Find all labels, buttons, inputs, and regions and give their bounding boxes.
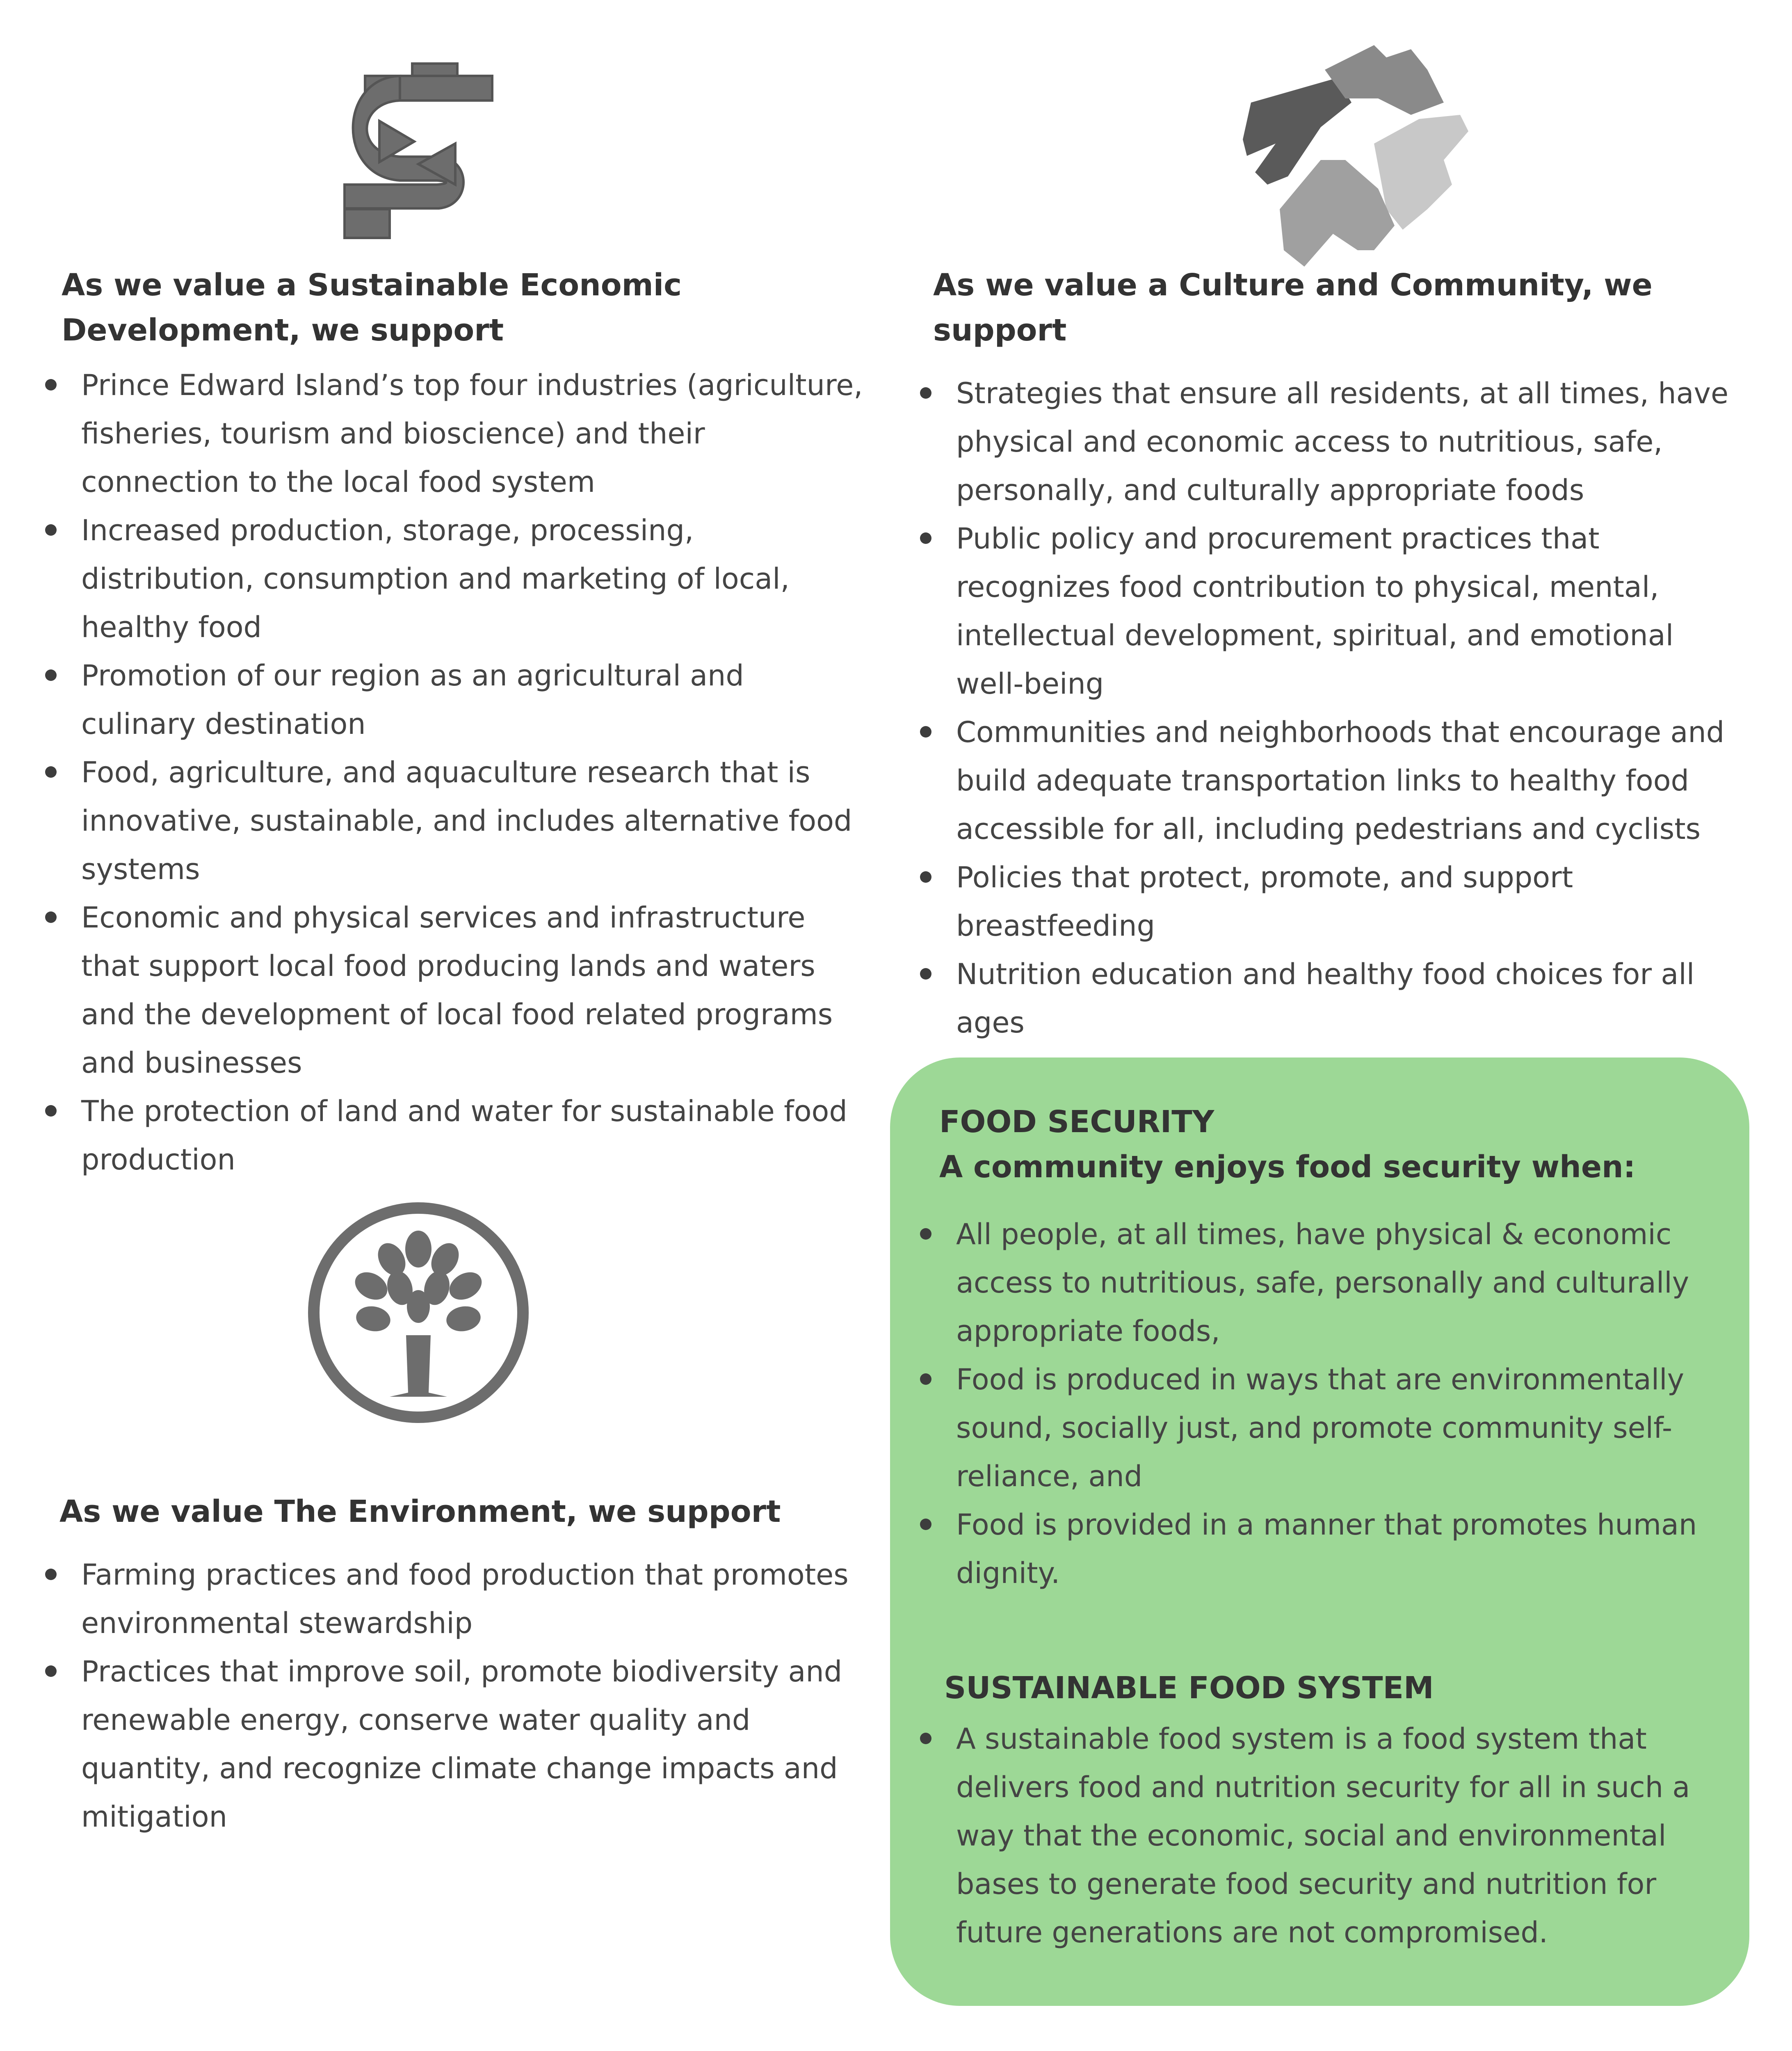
list-item: The protection of land and water for sustainable food production [42, 1087, 866, 1184]
joined-hands-icon [1239, 37, 1468, 267]
economic-heading: As we value a Sustainable Economic Development, we support [62, 267, 682, 348]
environment-section [59, 1489, 863, 1841]
list-item: Farming practices and food production that promotes environmental stewardship [42, 1551, 866, 1647]
food-security-list [917, 1210, 1708, 1597]
food-security-title: FOOD SECURITY [939, 1104, 1214, 1140]
culture-list [917, 369, 1741, 1047]
tree-icon [306, 1200, 531, 1425]
food-security-section [939, 1099, 1719, 1597]
list-item: Policies that protect, promote, and support breastfeeding [917, 853, 1741, 950]
list-item: A sustainable food system is a food system that delivers food and nutrition security for all in such a way that the economic, social and environmental bases to generate food security and nutrition for future generations are not compromised. [917, 1715, 1708, 1957]
environment-list [42, 1551, 866, 1841]
list-item: Nutrition education and healthy food choices for all ages [917, 950, 1741, 1047]
sustainable-food-system-section [944, 1665, 1724, 1957]
list-item: Food, agriculture, and aquaculture research that is innovative, sustainable, and includes alternative food systems [42, 748, 866, 893]
list-item: Food is provided in a manner that promotes human dignity. [917, 1501, 1708, 1597]
list-item: Economic and physical services and infrastructure that support local food producing lands and waters and the development of local food related programs and businesses [42, 893, 866, 1087]
list-item: Strategies that ensure all residents, at all times, have physical and economic access to nutritious, safe, personally, and culturally appropriate foods [917, 369, 1741, 514]
list-item: Public policy and procurement practices that recognizes food contribution to physical, mental, intellectual development, spiritual, and emotional well-being [917, 514, 1741, 708]
sustainable-food-system-title: SUSTAINABLE FOOD SYSTEM [944, 1670, 1434, 1706]
culture-section [933, 263, 1762, 1047]
environment-heading: As we value The Environment, we support [59, 1494, 781, 1529]
list-item: Increased production, storage, processing, distribution, consumption and marketing of local, healthy food [42, 506, 866, 651]
recycle-dollar-icon [332, 62, 504, 250]
list-item: Prince Edward Island’s top four industries (agriculture, fisheries, tourism and bioscience) and their connection to the local food system [42, 361, 866, 506]
sustainable-food-system-list [917, 1715, 1708, 1957]
food-security-subtitle: A community enjoys food security when: [939, 1149, 1636, 1185]
list-item: Food is produced in ways that are environmentally sound, socially just, and promote community self-reliance, and [917, 1355, 1708, 1501]
list-item: Communities and neighborhoods that encourage and build adequate transportation links to healthy food accessible for all, including pedestrians and cyclists [917, 708, 1741, 853]
economic-list [42, 361, 866, 1184]
list-item: All people, at all times, have physical & economic access to nutritious, safe, personally and culturally appropriate foods, [917, 1210, 1708, 1355]
economic-section [62, 263, 865, 1184]
culture-heading: As we value a Culture and Community, we support [933, 267, 1653, 348]
list-item: Practices that improve soil, promote biodiversity and renewable energy, conserve water quality and quantity, and recognize climate change impacts and mitigation [42, 1647, 866, 1841]
list-item: Promotion of our region as an agricultural and culinary destination [42, 651, 866, 748]
